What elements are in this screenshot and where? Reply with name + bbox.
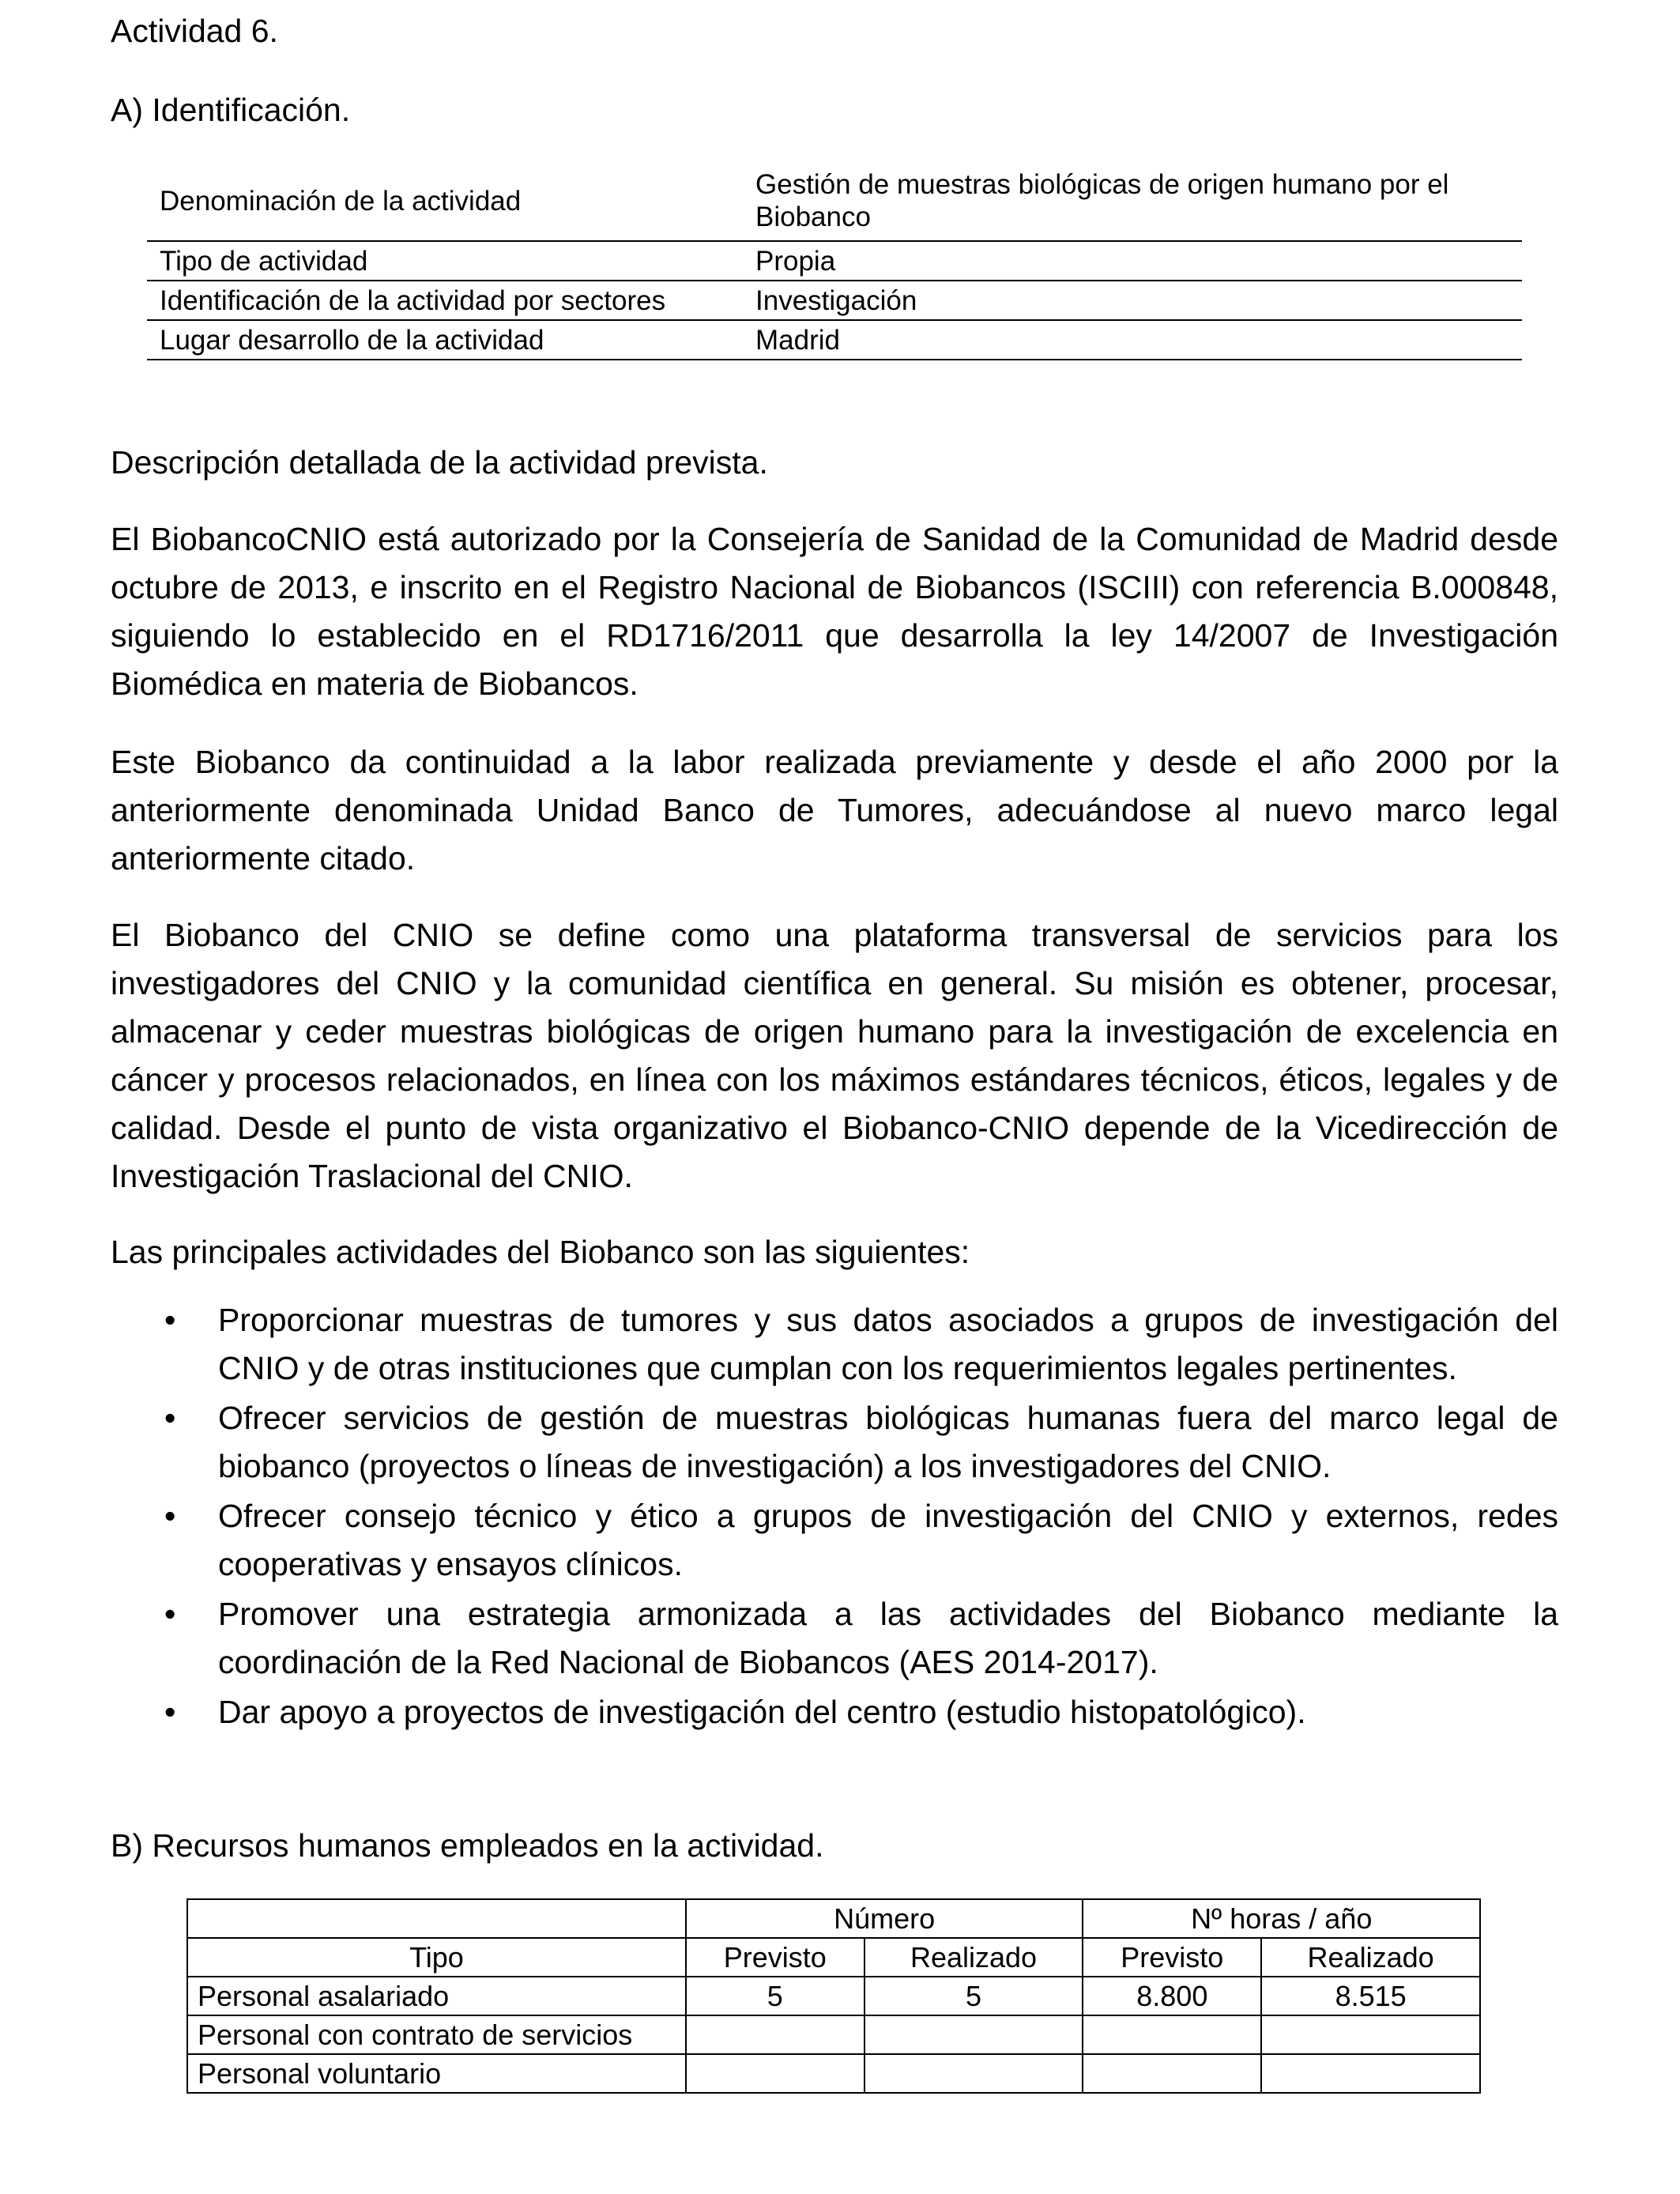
cell-tipo: Personal con contrato de servicios [187,2015,686,2054]
header-horas-previsto: Previsto [1083,1938,1261,1977]
cell-num-previsto [686,2015,864,2054]
header-horas: Nº horas / año [1083,1899,1480,1938]
list-item [111,1590,1558,1687]
cell-num-previsto [686,2054,864,2093]
identification-value: Madrid [743,320,1522,360]
activity-title: Actividad 6. [111,13,278,49]
list-item-text: Ofrecer consejo técnico y ético a grupos de investigación del CNIO y externos, redes cooperativas y ensayos clínicos. [218,1498,1558,1582]
cell-horas-previsto [1083,2054,1261,2093]
table-row [187,2015,1480,2054]
cell-num-realizado [864,2054,1083,2093]
header-tipo: Tipo [187,1938,686,1977]
identification-table [147,161,1522,360]
table-row [187,2054,1480,2093]
list-item-text: Ofrecer servicios de gestión de muestras biológicas humanas fuera del marco legal de biobanco (proyectos o líneas de investigación) a los investigadores del CNIO. [218,1400,1558,1484]
paragraph: El BiobancoCNIO está autorizado por la Consejería de Sanidad de la Comunidad de Madrid desde octubre de 2013, e inscrito en el Registro Nacional de Biobancos (ISCIII) con referencia B.000848, siguiendo lo establecido en el RD1716/2011 que desarrolla la ley 14/2007 de Investigación Biomédica en materia de Biobancos. [111,521,1558,702]
paragraph: El Biobanco del CNIO se define como una plataforma transversal de servicios para los investigadores del CNIO y la comunidad científica en general. Su misión es obtener, procesar, almacenar y ceder muestras biológicas de origen humano para la investigación de excelencia en cáncer y procesos relacionados, en línea con los máximos estándares técnicos, éticos, legales y de calidad. Desde el punto de vista organizativo el Biobanco-CNIO depende de la Vicedirección de Investigación Traslacional del CNIO. [111,917,1558,1194]
header-num-realizado: Realizado [864,1938,1083,1977]
activities-list [111,1296,1558,1736]
list-item-text: Proporcionar muestras de tumores y sus datos asociados a grupos de investigación del CNIO y de otras instituciones que cumplan con los requerimientos legales pertinentes. [218,1302,1558,1386]
table-row [187,1977,1480,2015]
identification-row [147,281,1522,320]
list-item [111,1492,1558,1589]
cell-horas-realizado: 8.515 [1261,1977,1480,2015]
identification-label: Identificación de la actividad por sectores [147,281,743,320]
header-numero: Número [686,1899,1083,1938]
cell-num-realizado [864,2015,1083,2054]
list-item [111,1394,1558,1491]
identification-value: Investigación [743,281,1522,320]
cell-tipo: Personal voluntario [187,2054,686,2093]
table-header-row [187,1938,1480,1977]
identification-label: Lugar desarrollo de la actividad [147,320,743,360]
header-num-previsto: Previsto [686,1938,864,1977]
identification-value: Gestión de muestras biológicas de origen humano por el Biobanco [743,161,1522,241]
section-a-heading: A) Identificación. [111,92,351,128]
cell-num-realizado: 5 [864,1977,1083,2015]
header-horas-realizado: Realizado [1261,1938,1480,1977]
human-resources-table [186,1898,1481,2094]
bullet-icon: • [164,1400,176,1436]
identification-row [147,320,1522,360]
bullet-icon: • [164,1596,176,1632]
list-item [111,1296,1558,1393]
list-item-text: Promover una estrategia armonizada a las actividades del Biobanco mediante la coordinación de la Red Nacional de Biobancos (AES 2014-2017). [218,1596,1558,1680]
identification-row [147,161,1522,241]
paragraph: Este Biobanco da continuidad a la labor realizada previamente y desde el año 2000 por la anteriormente denominada Unidad Banco de Tumores, adecuándose al nuevo marco legal anteriormente citado. [111,744,1558,876]
identification-value: Propia [743,241,1522,281]
cell-tipo: Personal asalariado [187,1977,686,2015]
description-heading: Descripción detallada de la actividad prevista. [111,444,768,481]
paragraph: Las principales actividades del Biobanco son las siguientes: [111,1234,970,1270]
cell-horas-previsto [1083,2015,1261,2054]
bullet-icon: • [164,1498,176,1534]
cell-horas-realizado [1261,2054,1480,2093]
identification-label: Denominación de la actividad [147,161,743,241]
header-empty-cell [187,1899,686,1938]
list-item [111,1688,1558,1736]
table-header-row [187,1899,1480,1938]
bullet-icon: • [164,1302,176,1338]
bullet-icon: • [164,1694,176,1730]
cell-horas-previsto: 8.800 [1083,1977,1261,2015]
section-b-heading: B) Recursos humanos empleados en la actividad. [111,1827,824,1864]
identification-label: Tipo de actividad [147,241,743,281]
identification-row [147,241,1522,281]
cell-num-previsto: 5 [686,1977,864,2015]
list-item-text: Dar apoyo a proyectos de investigación del centro (estudio histopatológico). [218,1694,1306,1730]
cell-horas-realizado [1261,2015,1480,2054]
